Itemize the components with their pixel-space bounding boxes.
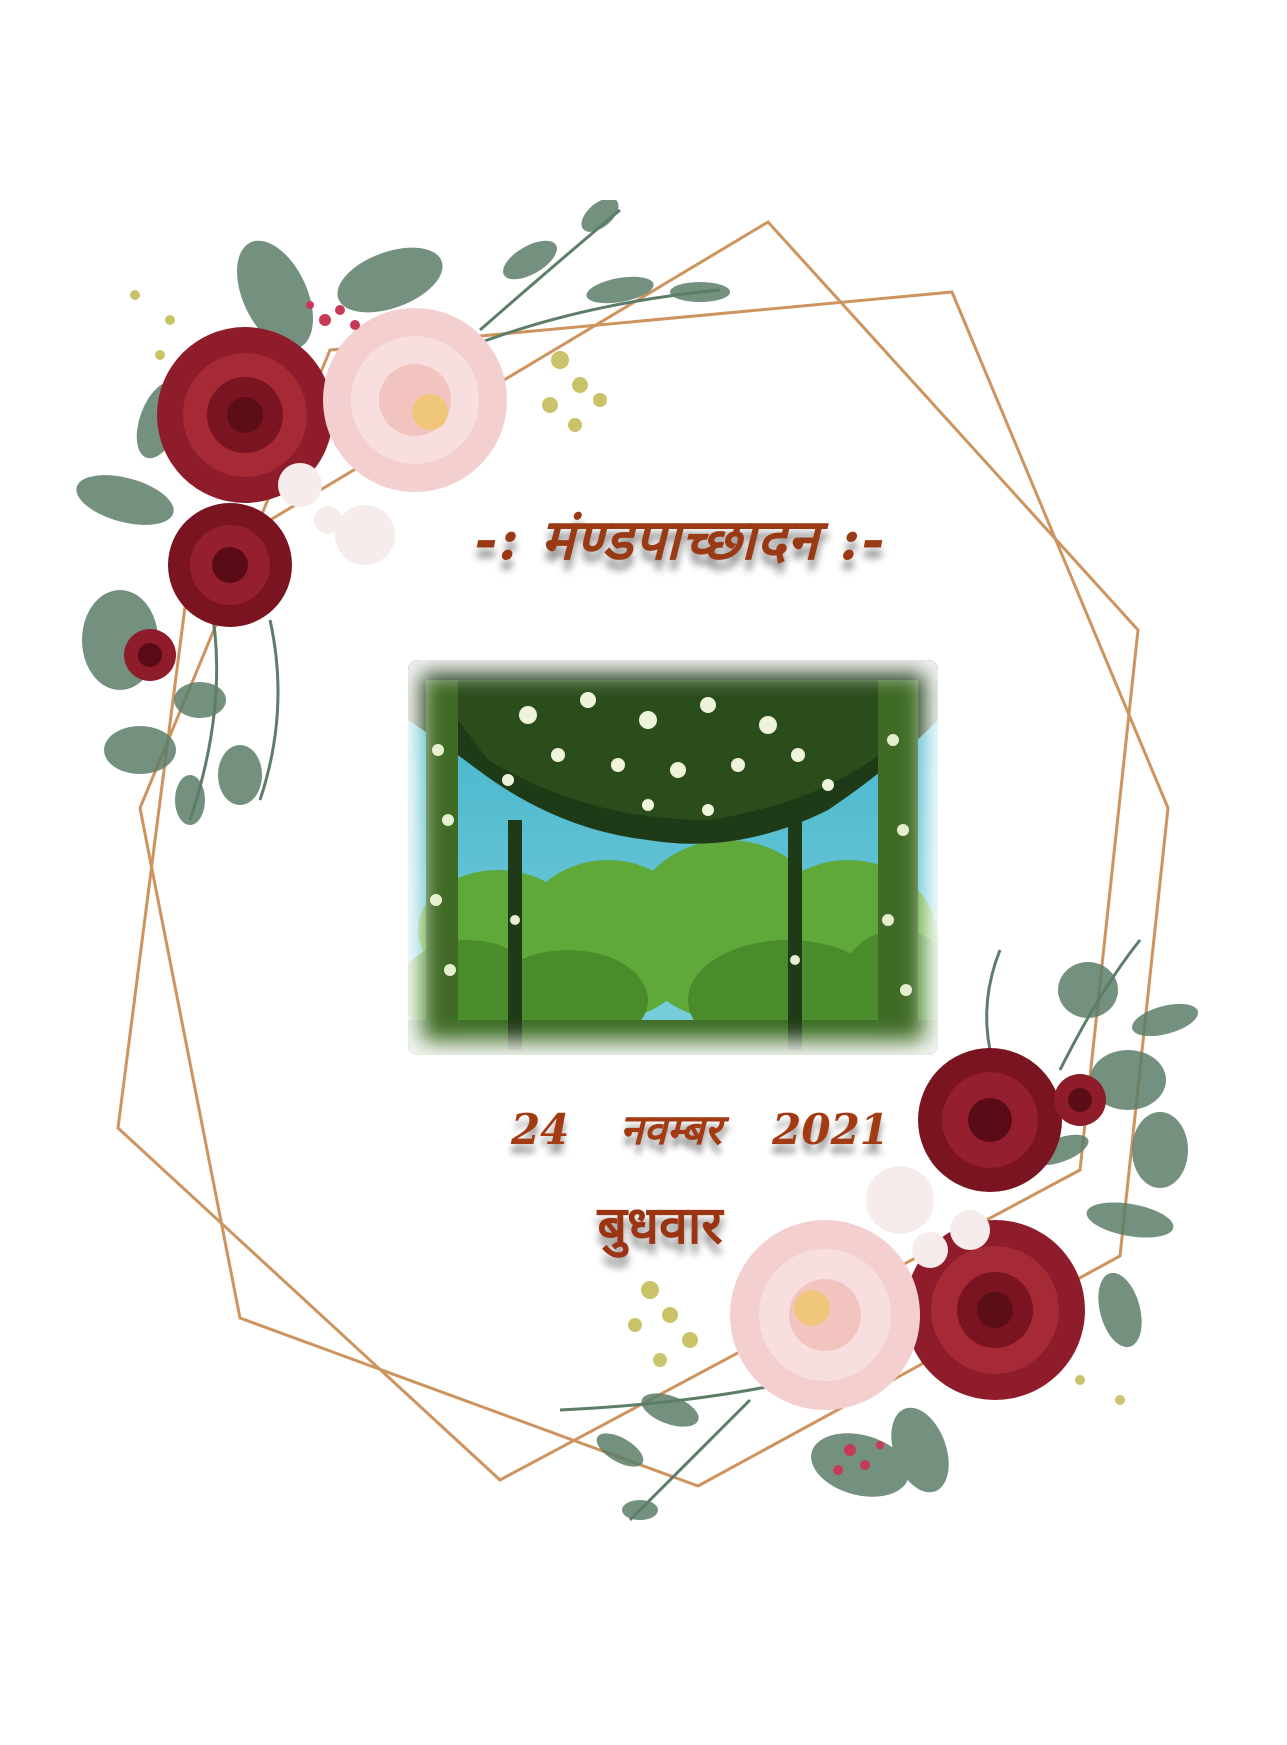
mandap-canopy-image <box>408 660 938 1055</box>
event-date <box>440 1100 960 1157</box>
date-month: नवम्बर <box>620 1105 722 1154</box>
page-title: -: मंण्डपाच्छादन :- <box>474 507 886 573</box>
date-day: 24 <box>510 1105 570 1154</box>
date-year: 2021 <box>772 1105 890 1154</box>
event-weekday: बुधवार <box>597 1195 723 1256</box>
mandap-canopy-photo <box>408 660 938 1055</box>
